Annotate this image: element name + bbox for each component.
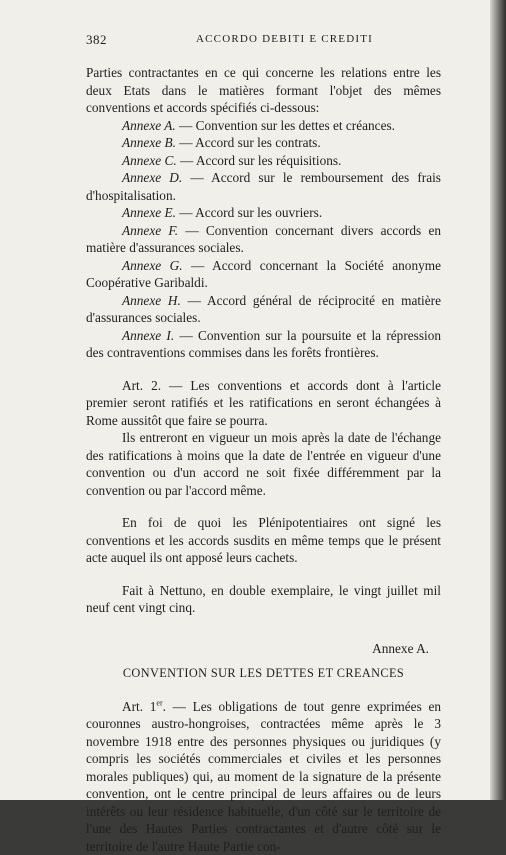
annex-label: Annexe A. <box>122 118 176 133</box>
annex-item <box>86 152 441 170</box>
annex-label: Annexe D. <box>122 170 182 185</box>
place-date-paragraph: Fait à Nettuno, en double exemplaire, le vingt juillet mil neuf cent vingt cinq. <box>86 582 441 617</box>
article-2-second-paragraph: Ils entreront en vigueur un mois après la date de l'échange des ratifications à moins que la date de l'entrée en vigueur d'une convention ou d'un accord ne soit fixée différemment par la convention ou par l'accord même. <box>86 429 441 499</box>
annex-list <box>86 117 441 362</box>
annex-text: — Convention sur la poursuite et la répression des contraventions commises dans les forêts frontières. <box>86 328 441 361</box>
article-2-paragraph: Art. 2. — Les conventions et accords dont à l'article premier seront ratifiés et les ratifications en seront échangées à Rome aussitôt que faire se pourra. <box>86 377 441 430</box>
annex-label: Annexe H. <box>122 293 181 308</box>
annex-heading: Annexe A. <box>86 640 441 658</box>
article-1-superscript: er <box>156 698 162 707</box>
running-title: ACCORDO DEBITI E CREDITI <box>196 33 373 45</box>
annex-label: Annexe F. <box>122 223 178 238</box>
annex-item <box>86 327 441 362</box>
article-1-text: . — Les obligations de tout genre exprimées en couronnes austro-hongroises, contractées même après le 3 novembre 1918 entre des personnes physiques ou juridiques (y compris les sociétés commerciales et civiles et les personnes morales publiques) qui, au moment de la signature de la présente convention, ont le centre principal de leurs affaires ou de leurs intérêts ou leur résidence habituelle, d'un côté sur le territoire de l'une des Hautes Parties contractantes et d'autre côté sur le territoire de l'autre Haute Partie con- <box>86 699 441 854</box>
annex-text: — Accord sur les réquisitions. <box>177 153 342 168</box>
annex-item <box>86 257 441 292</box>
annex-text: — Accord général de réciprocité en matière d'assurances sociales. <box>86 293 441 326</box>
annex-item <box>86 169 441 204</box>
annex-label: Annexe B. <box>122 135 176 150</box>
article-1-prefix: Art. 1 <box>122 699 156 714</box>
annex-item <box>86 117 441 135</box>
annex-item <box>86 222 441 257</box>
annex-text: — Accord concernant la Société anonyme Coopérative Garibaldi. <box>86 258 441 291</box>
in-witness-paragraph: En foi de quoi les Plénipotentiaires ont signé les conventions et les accords susdits en même temps que le présent acte auquel ils ont apposé leurs cachets. <box>86 514 441 567</box>
annex-text: — Accord sur les ouvriers. <box>176 205 322 220</box>
article-1-paragraph <box>86 698 441 855</box>
annex-label: Annexe I. <box>122 328 174 343</box>
book-spine-shadow <box>490 0 506 800</box>
intro-paragraph: Parties contractantes en ce qui concerne les relations entre les deux Etats dans le matières formant l'objet des mêmes conventions et accords spécifiés ci-dessous: <box>86 64 441 117</box>
annex-label: Annexe E. <box>122 205 176 220</box>
convention-title: CONVENTION SUR LES DETTES ET CREANCES <box>86 665 441 683</box>
annex-item <box>86 134 441 152</box>
page-body <box>86 64 441 855</box>
page-number: 382 <box>86 32 107 48</box>
annex-item <box>86 292 441 327</box>
annex-label: Annexe G. <box>122 258 183 273</box>
annex-label: Annexe C. <box>122 153 177 168</box>
annex-text: — Accord sur les contrats. <box>176 135 321 150</box>
annex-item <box>86 204 441 222</box>
annex-text: — Convention concernant divers accords en matière d'assurances sociales. <box>86 223 441 256</box>
annex-text: — Accord sur le remboursement des frais d'hospitalisation. <box>86 170 441 203</box>
annex-text: — Convention sur les dettes et créances. <box>176 118 395 133</box>
